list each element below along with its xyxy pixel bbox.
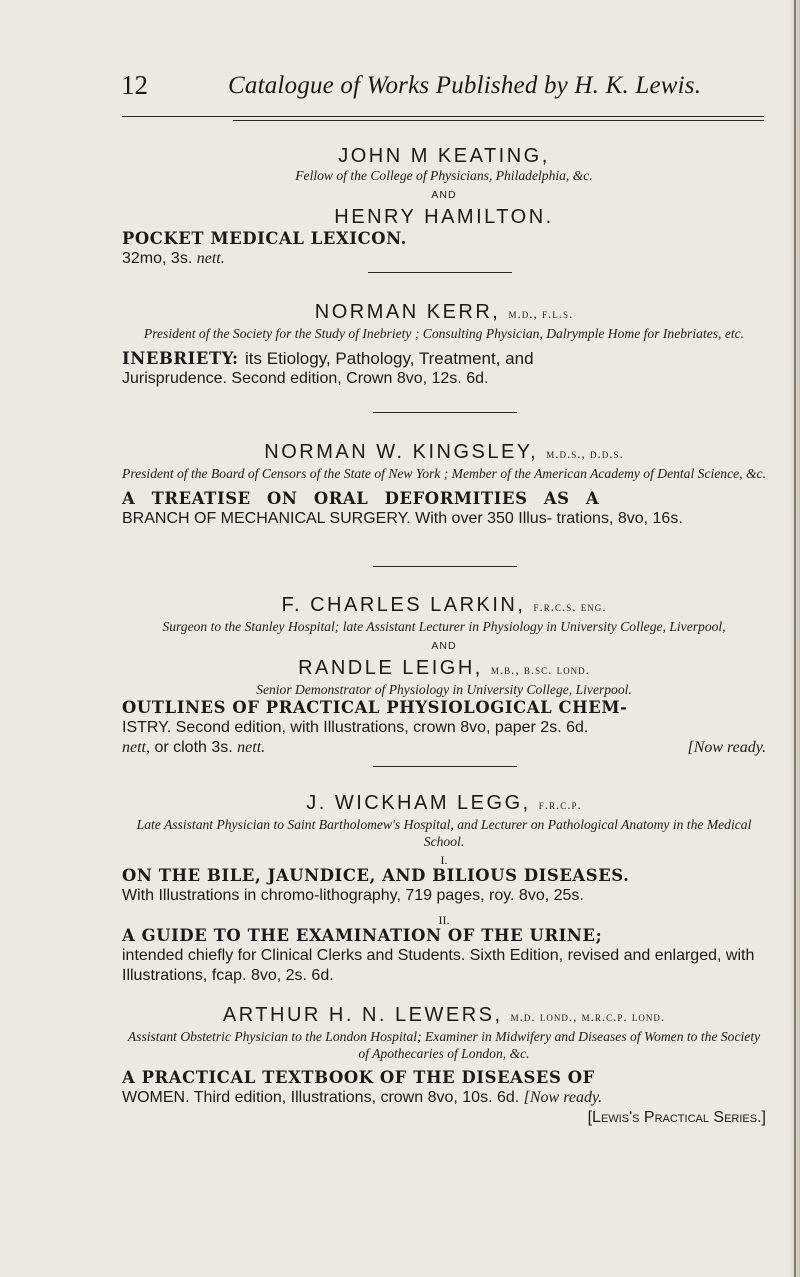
section-divider	[373, 566, 517, 567]
entry-larkin-leigh	[122, 593, 766, 758]
page-number: 12	[121, 70, 148, 100]
availability-note: [Now ready.	[523, 1089, 603, 1106]
and-separator: AND	[431, 639, 457, 652]
author-name: NORMAN KERR, m.d., f.l.s.	[314, 301, 574, 323]
entry-lewers	[122, 1003, 766, 1128]
header-rule	[122, 116, 764, 117]
author-name: ARTHUR H. N. LEWERS, m.d. lond., m.r.c.p. lond.	[222, 1004, 666, 1026]
author-name-2: RANDLE LEIGH, m.b., b.sc. lond.	[298, 656, 590, 679]
book-title: ON THE BILE, JAUNDICE, AND BILIOUS DISEASES.	[122, 866, 630, 885]
availability-note: [Now ready.	[687, 739, 766, 756]
book-title: POCKET MEDICAL LEXICON.	[122, 228, 407, 248]
author-affiliation: Late Assistant Physician to Saint Bartholomew's Hospital, and Lecturer on Pathological Anatomy in the Medical School.	[136, 817, 752, 849]
author-name-2: HENRY HAMILTON.	[334, 205, 554, 228]
work-number: I.	[440, 853, 448, 867]
author-affiliation: Surgeon to the Stanley Hospital; late Assistant Lecturer in Physiology in University College, Liverpool,	[162, 619, 726, 634]
entry-kerr	[122, 300, 766, 389]
author-affiliation: President of the Society for the Study of Inebriety ; Consulting Physician, Dalrymple Home for Inebriates, etc.	[143, 326, 745, 341]
section-divider	[373, 412, 517, 413]
author-affiliation: President of the Board of Censors of the State of New York ; Member of the American Academy of Dental Science, &c.	[122, 466, 766, 481]
author-name: JOHN M KEATING,	[338, 145, 550, 167]
author-affiliation: Assistant Obstetric Physician to the London Hospital; Examiner in Midwifery and Diseases of Women to the Society of Apothecaries of London, &c.	[127, 1029, 761, 1061]
book-description: BRANCH OF MECHANICAL SURGERY. With over 350 Illus- trations, 8vo, 16s.	[122, 509, 683, 527]
author-affiliation: Fellow of the College of Physicians, Philadelphia, &c.	[295, 168, 593, 183]
and-separator: AND	[431, 188, 457, 201]
header-rule-inner	[233, 120, 764, 121]
book-description: 32mo, 3s. nett.	[122, 249, 225, 267]
book-description: With Illustrations in chromo-lithography, 719 pages, roy. 8vo, 25s.	[122, 887, 584, 904]
author-name: NORMAN W. KINGSLEY, m.d.s., d.d.s.	[264, 441, 624, 463]
book-description: ISTRY. Second edition, with Illustrations, crown 8vo, paper 2s. 6d.	[122, 719, 589, 736]
entry-keating	[122, 144, 766, 269]
work-number: II.	[438, 913, 450, 927]
entry-kingsley	[122, 440, 766, 529]
running-title: Catalogue of Works Published by H. K. Lewis.	[228, 72, 702, 99]
section-divider	[368, 272, 512, 273]
entry-legg	[122, 791, 766, 986]
book-title: INEBRIETY: its Etiology, Pathology, Treatment, and	[122, 348, 534, 368]
book-description: Jurisprudence. Second edition, Crown 8vo, 12s. 6d.	[122, 369, 489, 387]
book-title: A PRACTICAL TEXTBOOK OF THE DISEASES OF	[122, 1068, 595, 1087]
book-description: intended chiefly for Clinical Clerks and Students. Sixth Edition, revised and enlarged, with Illustrations, fcap. 8vo, 2s. 6d.	[122, 947, 755, 984]
author-affiliation-2: Senior Demonstrator of Physiology in University College, Liverpool.	[256, 681, 632, 697]
book-title: OUTLINES OF PRACTICAL PHYSIOLOGICAL CHEM-	[122, 698, 628, 717]
author-name: F. CHARLES LARKIN, f.r.c.s. eng.	[281, 594, 607, 616]
book-title: A TREATISE ON ORAL DEFORMITIES AS A	[122, 488, 600, 508]
book-description: WOMEN. Third edition, Illustrations, crown 8vo, 10s. 6d. [Now ready.	[122, 1089, 603, 1106]
section-divider	[373, 766, 517, 767]
book-price-line: nett, or cloth 3s. nett. [Now ready.	[122, 739, 766, 756]
book-title: A GUIDE TO THE EXAMINATION OF THE URINE;	[122, 926, 603, 945]
author-name: J. WICKHAM LEGG, f.r.c.p.	[306, 792, 582, 814]
page-edge-shadow	[794, 0, 796, 1277]
series-note: [Lewis's Practical Series.]	[587, 1109, 766, 1126]
